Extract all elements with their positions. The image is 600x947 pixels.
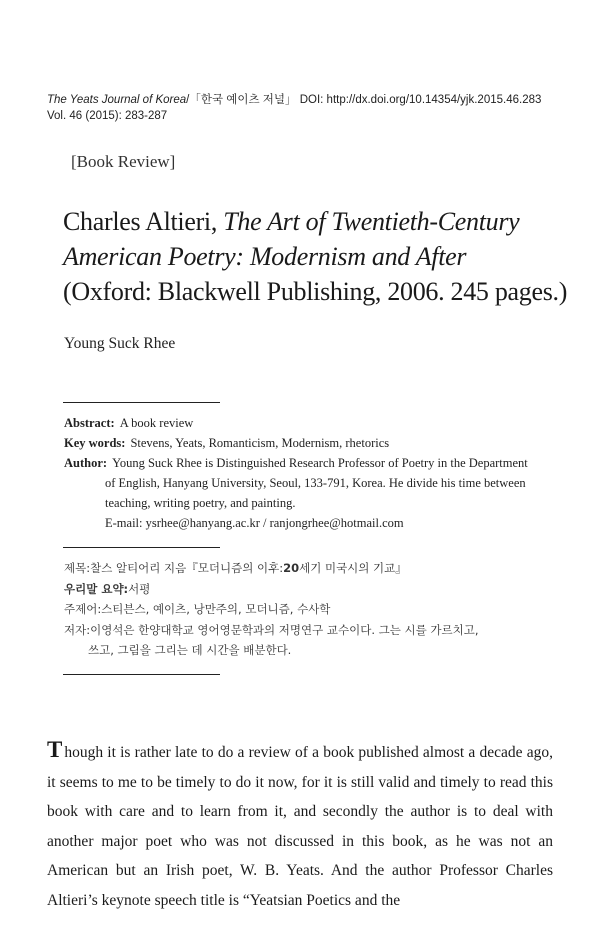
korean-title-row xyxy=(64,558,574,579)
title-line-1 xyxy=(63,204,583,239)
journal-header xyxy=(47,92,541,124)
korean-author-label: 저자: xyxy=(64,622,91,637)
korean-keywords-text: 스티븐스, 예이츠, 낭만주의, 모더니즘, 수사학 xyxy=(101,602,331,616)
journal-citation-line xyxy=(47,92,541,108)
journal-name: The Yeats Journal of Korea xyxy=(47,94,187,106)
email-line[interactable]: E-mail: ysrhee@hanyang.ac.kr / ranjongrhee@hotmail.com xyxy=(105,516,404,530)
journal-korean-name: /「한국 예이츠 저널」 xyxy=(186,94,297,106)
korean-summary-text: 서평 xyxy=(128,581,151,596)
author-bio-line-1: Young Suck Rhee is Distinguished Research Professor of Poetry in the Department xyxy=(112,456,528,470)
volume-info: Vol. 46 (2015): 283-287 xyxy=(47,110,168,122)
korean-author-line-1: 이영석은 한양대학교 영어영문학과의 저명연구 교수이다. 그는 시를 가르치고, xyxy=(90,622,479,637)
abstract-text: A book review xyxy=(119,416,194,430)
body-text: hough it is rather late to do a review of a book published almost a decade ago, it seems to me to be timely to do it now, for it is still valid and timely to read this book with care and to learn from it, and secondly the author is to deal with another major poet who was not discussed in this book, as he was not an American but an Irish poet, W. B. Yeats. And the author Professor Charles Altieri’s keynote speech title is “Yeatsian Poetics and the xyxy=(47,744,553,909)
book-title-part-1: The Art of Twentieth-Century xyxy=(223,207,520,236)
reviewer-name: Young Suck Rhee xyxy=(64,335,176,352)
english-metadata xyxy=(64,413,554,533)
divider-3 xyxy=(63,674,220,675)
korean-title-label: 제목: xyxy=(64,561,91,575)
korean-keywords-label: 주제어: xyxy=(64,602,102,616)
author-row xyxy=(64,453,554,473)
korean-author-row xyxy=(64,620,574,641)
divider-2 xyxy=(63,547,220,548)
korean-title-bold: 20 xyxy=(283,561,300,575)
article-title xyxy=(63,204,583,309)
korean-summary-row xyxy=(64,579,574,600)
body-paragraph xyxy=(47,738,553,915)
abstract-row xyxy=(64,413,554,433)
publication-info: (Oxford: Blackwell Publishing, 2006. 245 pages.) xyxy=(63,277,568,306)
korean-metadata xyxy=(64,558,574,661)
korean-summary-label: 우리말 요약: xyxy=(64,581,129,596)
author-bio-line-2: of English, Hanyang University, Seoul, 133-791, Korea. He divide his time between xyxy=(105,476,526,490)
book-title-part-2: American Poetry: Modernism and After xyxy=(63,242,467,271)
doi-link[interactable]: DOI: http://dx.doi.org/10.14354/yjk.2015.46.283 xyxy=(296,94,542,106)
abstract-label: Abstract: xyxy=(64,416,115,430)
korean-author-line-2: 쓰고, 그림을 그리는 데 시간을 배분한다. xyxy=(88,643,292,657)
title-author: Charles Altieri, xyxy=(63,207,224,236)
keywords-text: Stevens, Yeats, Romanticism, Modernism, rhetorics xyxy=(130,436,390,450)
korean-title-a: 찰스 알티어리 지음『모더니즘의 이후: xyxy=(90,561,284,575)
divider-1 xyxy=(63,402,220,403)
keywords-label: Key words: xyxy=(64,436,126,450)
author-label: Author: xyxy=(64,456,108,470)
drop-cap: T xyxy=(47,737,63,762)
section-label: [Book Review] xyxy=(71,152,176,171)
korean-keywords-row xyxy=(64,599,574,620)
author-bio-line-3: teaching, writing poetry, and painting. xyxy=(105,496,296,510)
keywords-row xyxy=(64,433,554,453)
korean-title-b: 세기 미국시의 기교』 xyxy=(299,561,407,575)
